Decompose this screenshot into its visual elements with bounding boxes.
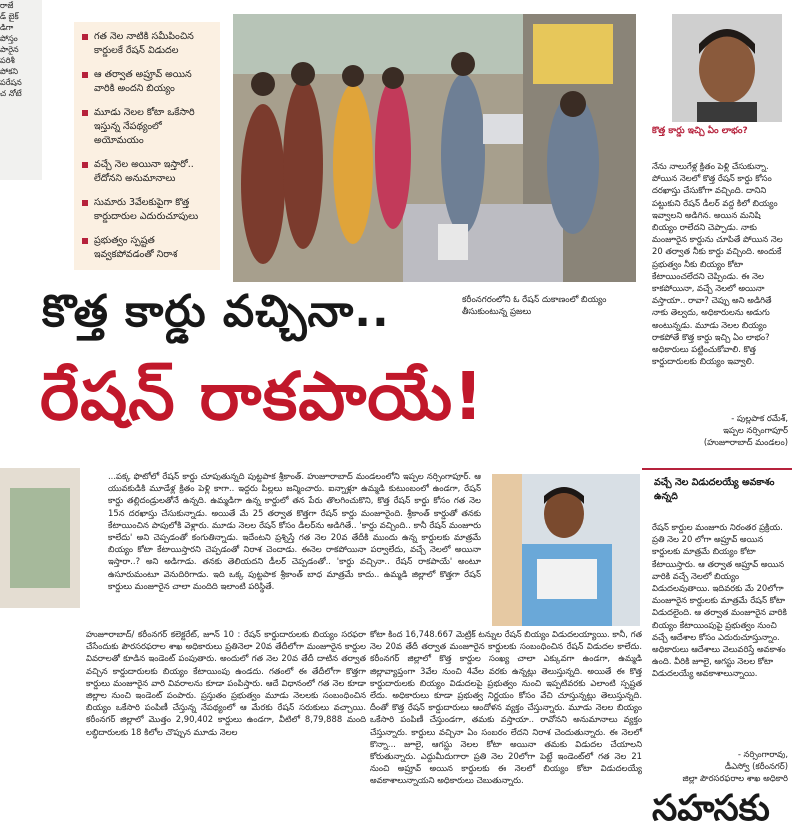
intro-paragraph: ...పక్క ఫొటోలో రేషన్ కార్డు చూపుతున్నది పుట్టపాక శ్రీకాంత్. హుజూరాబాద్ మండలంలోని ఇప్పల నర్సింగాపూర్. ఆ యువకుడికి మూడేళ్ల క్రితం పెళ్లి కాగా.. ఇద్దరు పిల్లలు జన్మించారు. ఐన్నాళ్లూ ఉమ్మడి కుటుంబంలో ఉండగా, రేషన్ కార్డు తల్లిదండ్రులతోనే ఉన్నది. ఉమ్మడిగా ఉన్న కార్డులో తన పేరు తొలగించుకొని, కొత్త రేషన్ కార్డు కోసం గత నెల 15న దరఖాస్తు చేసుకున్నాడు. అయితే మే 25 తర్వాత కొత్తగా రేషన్ కార్డు మంజూరైంది. శ్రీకాంత్ కార్డుతో తనకు కేటాయించిన పాపులోకి వెళ్లారు. మూడు నెలల రేషన్ కోసం డీలర్‌ను అడిగితే.. 'కార్డు వచ్చింది.. కానీ రేషన్ మంజూరు కాలేదు' అని చెప్పడంతో కంగుతిన్నాడు. ఇదేంటని ప్రశ్నిస్తే గత నెల 20వ తేదీకి ముందు ఉన్న కార్డులకు మాత్రమే బియ్యం కోటా కేటాయిస్తారని చెప్పడంతో నిరాశ చెందాడు. ఈనెల రాకపోయినా పర్వాలేదు, వచ్చే నెలలో అయినా ఇస్తారా..? అని అడిగాడు. తనకు తెలియదని డీలర్ చెప్పడంతో.. 'కార్డు వచ్చినా.. రేషన్ రాకపాయే' అంటూ ఉసూరుమంటూ వెనుదిరిగాడు. ఇది ఒక్క పుట్టపాక శ్రీకాంత్ బాధ మాత్రమే కాదు.. ఉమ్మడి జిల్లాలో కొత్తగా రేషన్ కార్డులు మంజూరైన చాలా మందిది ఇలాంటి పరిస్థితే. — [108, 471, 481, 591]
left-line: డ్ బైక్ — [0, 12, 19, 21]
left-line: పరిశీ — [0, 56, 15, 65]
ration-shop-illustration — [233, 14, 636, 282]
byline-name: - పుల్లపాక రమేశ్, — [731, 413, 788, 423]
highlight-item: ప్రభుత్వం స్పష్టత ఇవ్వకపోవడంతో నిరాశ — [82, 234, 214, 262]
left-adjacent-article — [0, 0, 42, 180]
highlights-box — [74, 22, 220, 270]
highlight-item: వచ్చే నెల అయినా ఇస్తారో.. లేదోనని అనుమానాలు — [82, 158, 214, 186]
left-line: పరేషన — [0, 78, 22, 87]
byline-role: డీఎస్వో (కరీంనగర్) — [724, 761, 788, 771]
left-line: పోస్తం — [0, 34, 18, 43]
next-article-headline: సహసకు — [652, 788, 770, 829]
highlight-item: గత నెల నాటికి సమీపించిన కార్డులకే రేషన్ విడుదల — [82, 30, 214, 58]
byline-mandal: (హుజూరాబాద్ మండలం) — [703, 437, 788, 447]
sidebar-question: కొత్త కార్డు ఇచ్చి ఏం లాభం? — [652, 126, 748, 136]
bullet-square-icon — [82, 72, 88, 78]
sidebar-divider — [642, 468, 792, 470]
left-bottom-illustration — [0, 468, 80, 833]
highlight-item: సుమారు 3వేలకుపైగా కొత్త కార్డుదారుల ఎదురుచూపులు — [82, 196, 214, 224]
left-line: డిగా — [0, 23, 14, 32]
sidebar-box2-title: వచ్చే నెల విడుదలయ్యే అవకాశం ఉన్నది — [654, 477, 775, 502]
highlight-item: మూడు నెలల కోటా ఒకేసారి ఇస్తున్న నేపథ్యంలో అయోమయం — [82, 106, 214, 148]
portrait-photo — [672, 14, 782, 122]
body-column-2: కోటా కింద 16,748.667 మెట్రిక్ టన్నుల రేషన్ బియ్యం విడుదలయ్యాయి. కానీ, గత నెల 20వ తేదీ తర్వాత మంజూరైన కార్డులకు సంబంధించిన రేషన్ విడుదల కాలేదు. కరీంనగర్ జిల్లాలో కొత్త కార్డుల సంఖ్య చాలా ఎక్కువగా ఉండగా, ఉమ్మడి జిల్లావ్యాప్తంగా 3వేల నుంచి 4వేల వరకు ఉన్నట్లు తెలుస్తున్నది. అయితే ఈ కొత్త కార్డుదారులకు బియ్యం విడుదలపై ప్రభుత్వం నుంచి ఇప్పటివరకు ఎలాంటి స్పష్టత లేదు. అధికారులు కూడా ప్రభుత్వ నిర్ణయం కోసం వేచి చూస్తున్నట్లు తెలుస్తున్నది. దీంతో కొత్త రేషన్ కార్డుదారులు ఆందోళన వ్యక్తం చేస్తున్నారు. మూడు నెలల బియ్యం ఒకేసారి పంపిణీ చేస్తుండగా, తమకు వస్తాయా.. రావోనని అనుమానాలు వ్యక్తం చేస్తున్నారు. కార్డులు వచ్చినా ఏం సంబరం లేదని నిరాశ చెందుతున్నారు. ఈ నెలలో కొన్నా... జూలై, ఆగస్టు నెలల కోటా అయినా తమకు విడుదల చేయాలని కోరుతున్నారు. ఎద్దుమీదుగారా ప్రతి నెల 20లోగా పెట్టే ఇండెంట్‌లో గత నెల 21 నుంచి అప్రూవ్ అయిన కార్డులకు ఈ నెలలో బియ్యం కోటా విడుదలయ్యే అవకాశాలున్నాయని అధికారులు చెబుతున్నారు. — [370, 629, 642, 786]
left-line: చ నోటే — [0, 89, 22, 98]
bullet-square-icon — [82, 34, 88, 40]
left-line: రాజే — [0, 1, 14, 10]
man-with-card-illustration — [492, 474, 640, 626]
sidebar-quote-text: నేను నాలుగేళ్ల క్రితం పెళ్లి చేసుకున్నా. పోయిన నెలలో కొత్త రేషన్ కార్డు కోసం దరఖాస్తు చేసుకోగా వచ్చింది. దానిని పట్టుకుని రేషన్ డీలర్ వద్ద కిలో బియ్యం ఇవ్వాలని అడిగిన. అయిన మనిషి బియ్యం రాలేదని చెప్పాడు. నాకు మంజూరైన కార్డును చూపితే పోయిన నెల 20 తర్వాత నీకు కార్డు వచ్చింది. అందుకే ప్రభుత్వం నీకు బియ్యం కోటా కేటాయించలేదని చెప్పిండు. ఈ నెల కాకపోయినా, వచ్చే నెలలో అయినా వస్తాయా.. రావా? చెప్పు అని అడిగితే నాకు తెల్వదు, అధికారులను అడుగు అంటున్నడు. మూడు నెలల బియ్యం రాకపోతే కొత్త కార్డు ఇచ్చి ఏం లాభం? అధికారులు పట్టించుకోవాలి. కొత్త కార్డుదారులకు బియ్యం ఇవ్వాలి. — [652, 161, 783, 367]
ration-shop-photo — [233, 14, 636, 282]
photo-caption: కరీంనగరంలోని ఓ రేషన్ దుకాణంలో బియ్యం తీసుకుంటున్న ప్రజలు — [462, 295, 607, 317]
sidebar-box2-byline — [652, 748, 788, 784]
left-adjacent-photo — [0, 468, 80, 833]
sidebar-box2-text: రేషన్ కార్డుల మంజూరు నిరంతర ప్రక్రియ. ప్రతి నెల 20 లోగా అప్రూవ్ అయిన కార్డులకు మాత్రమే బియ్యం కోటా కేటాయిస్తారు. ఆ తర్వాత అప్రూవ్ అయిన వారికి వచ్చే నెలలో బియ్యం విడుదలవుతాయి. ఇదివరకు మే 20లోగా మంజూరైన కార్డులకు మాత్రమే రేషన్ కోటా విడుదలైంది. ఆ తర్వాత మంజూరైన వారికి బియ్యం కేటాయింపుపై ప్రభుత్వం నుంచి వచ్చే ఆదేశాల కోసం ఎదురుచూస్తున్నాం. అధికారులు ఆదేశాలు వెలువరిస్తే అవకాశం ఉంది. వీరికి జూలై, ఆగస్టు నెలల కోటా విడుదలయ్యే అవకాశాలున్నాయి. — [652, 522, 787, 679]
bullet-square-icon — [82, 162, 88, 168]
byline-name: - నర్సింగారావు, — [737, 749, 788, 759]
bullet-square-icon — [82, 110, 88, 116]
man-with-card-photo — [492, 474, 640, 626]
body-column-1: హుజూరాబాద్/ కరీంనగర్ కలెక్టరేట్, జూన్ 10 : రేషన్ కార్డుదారులకు బియ్యం సరఫరా చేసేందుకు పౌరసరఫరాల శాఖ అధికారులు ప్రతినెలా 20వ తేదీలోగా మంజూరైన కార్డుల వివరాలతో కూడిన ఇండెంట్ పంపుతారు. అందులో గత నెల 20వ తేదీ దాటిన తర్వాత వచ్చిన కార్డుదారులకు బియ్యం కేటాయింపు ఉండదు. గతంలో ఈ తేదీలోగా కొత్తగా కార్డులు మంజూరైన వారి వివరాలను కూడా పంపిస్తారు. ఆదే విధానంలో గత నెల కూడా జిల్లాల నుంచి ఇండెంట్ పంపారు. ప్రస్తుతం ప్రభుత్వం మూడు నెలలకు సంబంధించిన బియ్యం ఒకేసారి పంపిణీ చేస్తున్న నేపథ్యంలో ఆ మేరకు రేషన్ సరుకులు వచ్చాయి. కరీంనగర్ జిల్లాలో మొత్తం 2,90,402 కార్డులు ఉండగా, వీటిలో 8,79,888 మంది లబ్ధిదారులకు 18 కిలోల చొప్పున మూడు నెలల — [86, 629, 366, 737]
left-line: పారైన — [0, 45, 19, 54]
bullet-square-icon — [82, 200, 88, 206]
portrait-illustration — [672, 14, 782, 122]
highlight-item: ఆ తర్వాత అప్రూవ్ అయిన వారికి అందని బియ్యం — [82, 68, 214, 96]
bullet-square-icon — [82, 238, 88, 244]
left-line: పోకని — [0, 67, 18, 76]
byline-place: ఇప్పల నర్సింగాపూర్ — [723, 425, 788, 435]
headline-line-2: రేషన్ రాకపాయే! — [40, 358, 485, 435]
sidebar-byline — [652, 412, 788, 448]
headline-line-1: కొత్త కార్డు వచ్చినా.. — [42, 286, 390, 337]
byline-dept: జిల్లా పౌరసరఫరాల శాఖ అధికారి — [682, 773, 788, 783]
